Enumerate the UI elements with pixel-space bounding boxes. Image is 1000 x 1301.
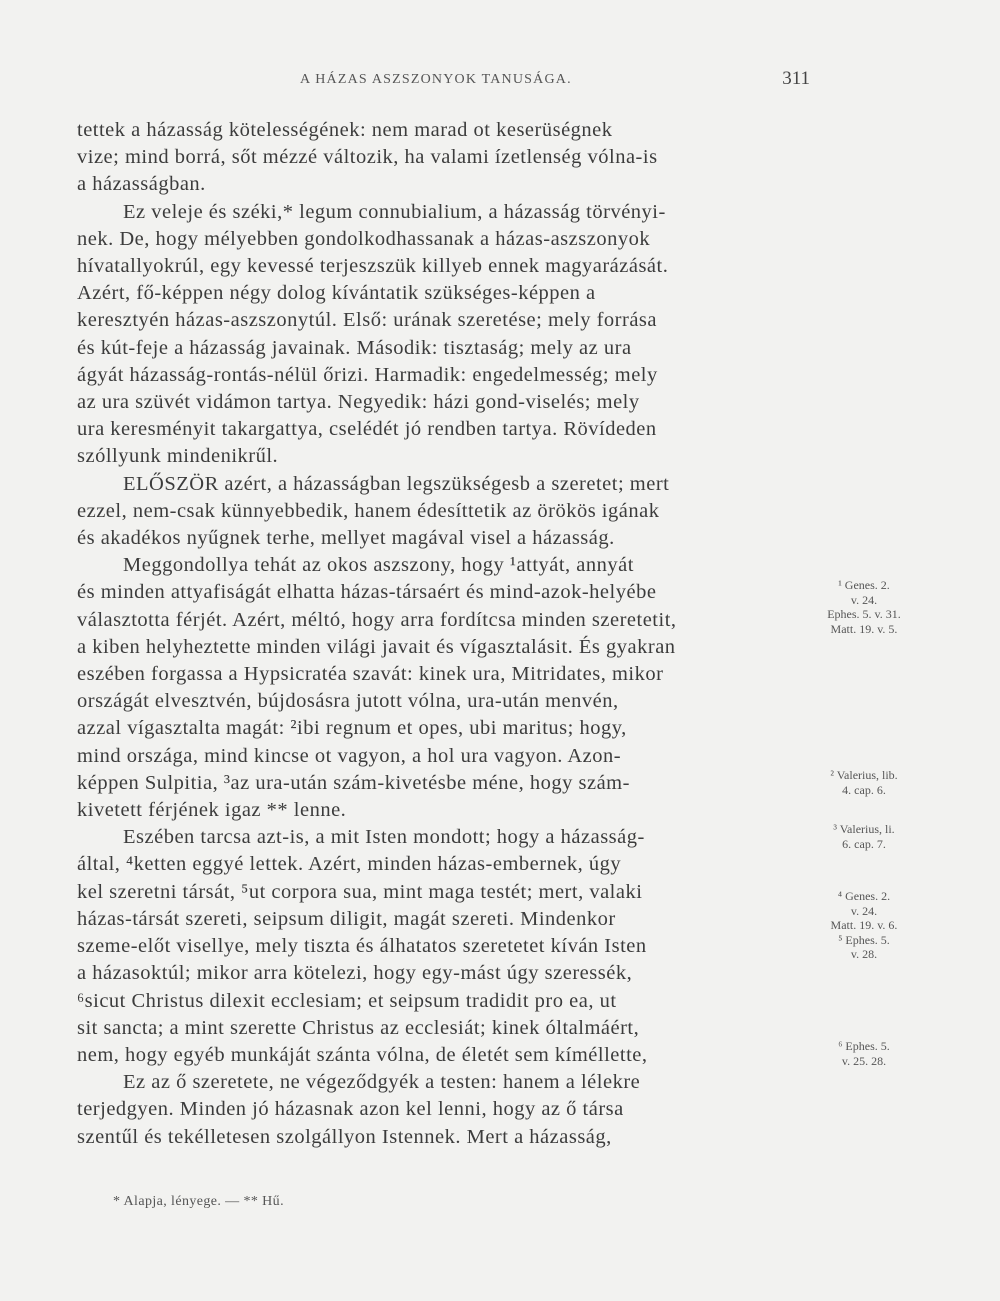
text-line: ELŐSZÖR azért, a házasságban legszükségesb a szeretet; mert	[123, 472, 670, 495]
running-header	[300, 68, 810, 96]
text-line: a kiben helyheztette minden világi javait és vígasztalásit. És gyakran	[77, 635, 676, 658]
text-line: terjedgyen. Minden jó házasnak azon kel lenni, hogy az ő társa	[77, 1098, 624, 1121]
text-line: a házasságban.	[77, 173, 206, 196]
paragraph	[77, 824, 807, 1069]
text-line: az ura szüvét vidámon tartya. Negyedik: házi gond-viselés; mely	[77, 391, 640, 414]
text-line: kel szeretni társát, ⁵ut corpora sua, mint maga testét; mert, valaki	[77, 880, 643, 903]
text-line: országát elvesztvén, bújdosásra jutott vólna, ura-után menvén,	[77, 690, 619, 713]
text-line: vize; mind borrá, sőt mézzé változik, ha valami ízetlenség vólna-is	[77, 146, 658, 169]
margin-note-line: v. 28.	[850, 947, 878, 961]
text-line: nem, hogy egyéb munkáját szánta vólna, de életét sem kíméllette,	[77, 1043, 648, 1066]
text-line: kivetett férjének igaz ** lenne.	[77, 799, 347, 822]
page-number: 311	[782, 68, 810, 89]
margin-note-line: Ephes. 5. v. 31.	[827, 607, 901, 621]
body-text	[77, 117, 807, 1151]
margin-note-line: ² Valerius, lib.	[830, 768, 898, 782]
paragraph	[77, 199, 807, 471]
text-line: által, ⁴ketten eggyé lettek. Azért, minden házas-embernek, úgy	[77, 853, 622, 876]
text-line: mind országa, mind kincse ot vagyon, a hol ura vagyon. Azon-	[77, 744, 622, 767]
text-line: eszében forgassa a Hypsicratéa szavát: kinek ura, Mitridates, mikor	[77, 663, 664, 686]
text-line: ura keresményit takargattya, cselédét jó rendben tartya. Rövídeden	[77, 418, 657, 441]
running-title: A HÁZAS ASZSZONYOK TANUSÁGA.	[300, 72, 572, 87]
margin-note-line: ⁵ Ephes. 5.	[838, 932, 890, 947]
margin-note-3	[812, 822, 916, 851]
text-line: sit sancta; a mint szerette Christus az ecclesiát; kinek óltalmáért,	[77, 1016, 640, 1039]
text-line: ágyát házasság-rontás-nélül őrizi. Harmadik: engedelmesség; mely	[77, 363, 658, 386]
margin-note-line: v. 24.	[850, 592, 878, 607]
text-line: azzal vígasztalta magát: ²ibi regnum et opes, ubi maritus; hogy,	[77, 717, 627, 740]
text-line: Ez az ő szeretete, ne végeződgyék a testen: hanem a lélekre	[123, 1071, 641, 1094]
paragraph	[77, 1069, 807, 1151]
text-line: ⁶sicut Christus dilexit ecclesiam; et seipsum tradidit pro ea, ut	[77, 989, 617, 1012]
paragraph	[77, 552, 807, 824]
text-line: képpen Sulpitia, ³az ura-után szám-kivetésbe ménе, hogy szám-	[77, 771, 630, 794]
margin-note-2	[812, 768, 916, 797]
margin-note-line: ³ Valerius, li.	[833, 822, 895, 836]
margin-note-line: v. 25. 28.	[841, 1053, 887, 1068]
text-line: és kút-feje a házasság javainak. Második: tisztaság; mely az ura	[77, 336, 632, 359]
text-line: és minden attyafiságát elhatta házas-társaért és mind-azok-helyébe	[77, 581, 657, 604]
margin-note-5	[812, 1039, 916, 1068]
text-line: Meggondollya tehát az okos aszszony, hogy ¹attyát, annyát	[123, 554, 634, 577]
text-line: szentűl és tekélletesen szolgállyon Istennek. Mert a házasság,	[77, 1125, 612, 1148]
text-line: ezzel, nem-csak künnyebbedik, hanem édesíttetik az örökös igának	[77, 499, 660, 522]
text-line: tettek a házasság kötelességének: nem marad ot keserüségnek	[77, 119, 613, 141]
text-line: hívatallyokrúl, egy kevessé terjeszszük killyeb ennek magyarázását.	[77, 255, 669, 278]
text-line: szóllyunk mindenikrűl.	[77, 445, 279, 468]
text-line: szeme-előt visellye, mely tiszta és álhatatos szeretetet kíván Isten	[77, 935, 647, 958]
margin-note-line: Matt. 19. v. 5.	[830, 621, 898, 636]
text-line: keresztyén házas-aszszonytúl. Első: urának szeretése; mely forrása	[77, 309, 657, 332]
text-line: Azért, fő-képpen négy dolog kívántatik szükséges-képpen a	[77, 282, 596, 305]
footnote: * Alapja, lényege. — ** Hű.	[113, 1194, 284, 1209]
text-line: választotta férjét. Azért, méltó, hogy arra fordítcsa minden szeretetit,	[77, 608, 677, 631]
margin-note-line: 4. cap. 6.	[842, 782, 886, 797]
margin-note-line: v. 24.	[850, 903, 878, 918]
margin-note-4	[812, 889, 916, 962]
text-line: Eszében tarcsa azt-is, a mit Isten mondott; hogy a házasság-	[123, 826, 645, 849]
margin-note-line: 6. cap. 7.	[842, 836, 886, 851]
margin-note-1	[812, 578, 916, 636]
margin-note-line: Matt. 19. v. 6.	[830, 918, 898, 932]
text-line: nek. De, hogy mélyebben gondolkodhassanak a házas-aszszonyok	[77, 227, 651, 250]
text-line: Ez veleje és széki,* legum connubialium, a házasság törvényi-	[123, 200, 666, 223]
text-line: házas-társát szereti, seipsum diligit, magát szereti. Mindenkor	[77, 907, 616, 930]
text-line: és akadékos nyűgnek terhe, mellyet magával visel a házasság.	[77, 527, 615, 550]
text-line: a házasoktúl; mikor arra kötelezi, hogy egy-mást úgy szeressék,	[77, 962, 633, 985]
paragraph	[77, 117, 807, 199]
margin-note-line: ⁶ Ephes. 5.	[838, 1039, 890, 1053]
paragraph	[77, 471, 807, 553]
margin-note-line: ¹ Genes. 2.	[838, 578, 890, 592]
margin-note-line: ⁴ Genes. 2.	[837, 889, 891, 903]
